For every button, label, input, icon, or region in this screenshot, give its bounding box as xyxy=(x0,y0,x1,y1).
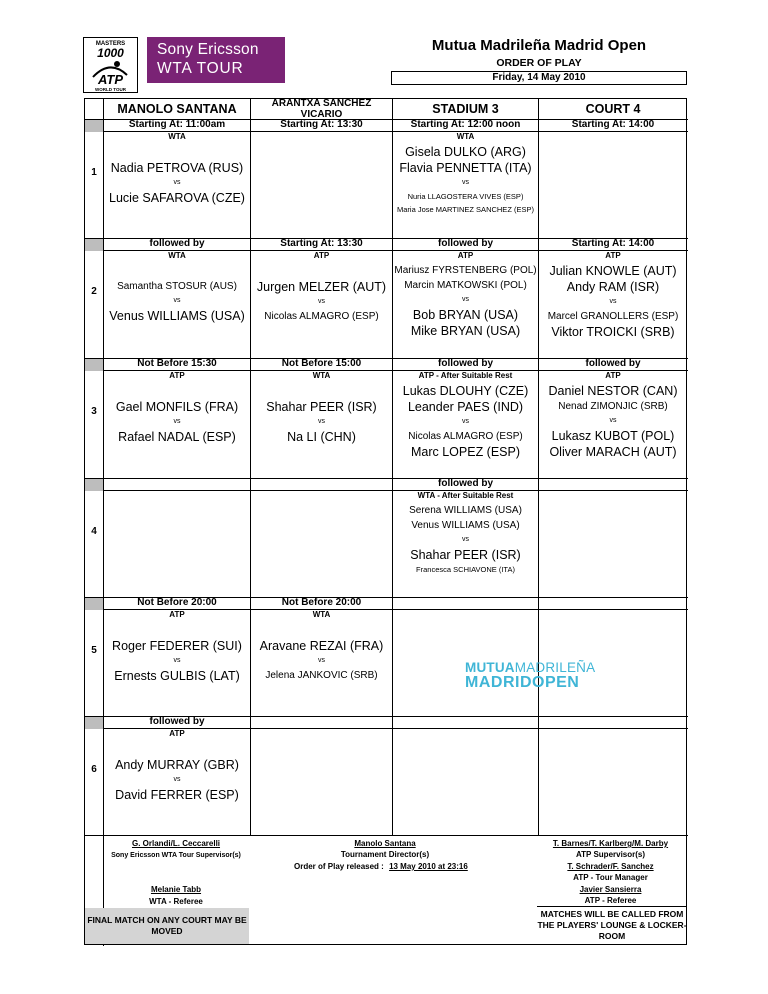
match-start-time: followed by xyxy=(438,238,493,249)
atp-referee-role: ATP - Referee xyxy=(584,896,637,905)
player-name: Francesca SCHIAVONE (ITA) xyxy=(416,565,515,574)
tour-tag: ATP xyxy=(169,610,185,619)
versus-label: vs xyxy=(462,296,469,303)
match-start-time xyxy=(393,716,538,728)
line-spacer xyxy=(104,383,250,399)
player-name: Maria Jose MARTINEZ SANCHEZ (ESP) xyxy=(397,205,534,214)
match-start-time: followed by xyxy=(438,358,493,369)
versus-label: vs xyxy=(173,418,181,425)
player-name: Lucie SAFAROVA (CZE) xyxy=(109,191,245,205)
row-marker xyxy=(85,120,103,132)
line-spacer xyxy=(104,741,250,757)
atp-text: ATP xyxy=(97,72,124,87)
atp-referee-name: Javier Sansierra xyxy=(579,885,642,894)
versus-label: vs xyxy=(609,298,617,305)
player-name: Marc LOPEZ (ESP) xyxy=(410,445,521,459)
match-start-time: followed by xyxy=(585,358,641,369)
line-spacer xyxy=(251,622,392,638)
atp-supervisor-names: T. Barnes/T. Karlberg/M. Darby xyxy=(552,839,669,848)
mutua-logo-bold: MUTUA xyxy=(465,660,515,675)
player-name: Gisela DULKO (ARG) xyxy=(405,145,526,159)
atp-masters-1000-logo xyxy=(83,37,138,93)
play-date: Friday, 14 May 2010 xyxy=(391,71,687,85)
versus-label: vs xyxy=(318,418,325,425)
tour-tag: WTA xyxy=(168,132,186,141)
line-spacer xyxy=(251,263,392,279)
tournament-director-role: Tournament Director(s) xyxy=(340,850,430,859)
player-name: Daniel NESTOR (CAN) xyxy=(548,384,678,398)
line-spacer xyxy=(251,383,392,399)
masters-text: MASTERS xyxy=(95,41,126,47)
matches-called-note-box xyxy=(537,906,687,944)
wta-supervisor-role: Sony Ericsson WTA Tour Supervisor(s) xyxy=(111,852,241,859)
versus-label: vs xyxy=(318,298,325,305)
match-cell xyxy=(251,478,392,597)
match-cell xyxy=(539,597,687,716)
match-cell xyxy=(251,119,392,238)
player-name: Nadia PETROVA (RUS) xyxy=(110,161,244,175)
player-name: Lukas DLOUHY (CZE) xyxy=(402,384,529,398)
player-name: Viktor TROICKI (SRB) xyxy=(551,325,675,339)
tour-tag: ATP xyxy=(605,251,621,260)
row-marker xyxy=(85,359,103,371)
row-divider xyxy=(85,835,688,836)
match-start-time xyxy=(251,716,392,728)
player-name: Samantha STOSUR (AUS) xyxy=(117,281,237,292)
wta-referee-name: Melanie Tabb xyxy=(150,885,202,894)
mutua-madrid-open-logo xyxy=(465,660,596,691)
player-name: Na LI (CHN) xyxy=(287,430,356,444)
player-name: Nuria LLAGOSTERA VIVES (ESP) xyxy=(407,192,524,201)
masters-number: 1000 xyxy=(97,46,124,60)
player-name: David FERRER (ESP) xyxy=(115,788,239,802)
row-marker xyxy=(85,479,103,491)
player-name: Roger FEDERER (SUI) xyxy=(112,639,242,653)
match-cell xyxy=(539,358,687,477)
atp-supervisor-role: ATP Supervisor(s) xyxy=(575,850,646,859)
row-number: 5 xyxy=(91,645,97,656)
mutua-logo-rest: MADRILEÑA xyxy=(514,660,596,675)
tour-tag: WTA xyxy=(456,132,475,141)
player-name: Shahar PEER (ISR) xyxy=(266,400,377,414)
tour-tag: WTA xyxy=(312,610,331,619)
match-cell xyxy=(104,478,250,597)
player-name: Marcin MATKOWSKI (POL) xyxy=(404,280,527,291)
match-cell xyxy=(393,597,538,716)
match-start-time: Not Before 20:00 xyxy=(137,597,217,608)
match-start-time xyxy=(104,478,250,490)
atp-tour-manager-role: ATP - Tour Manager xyxy=(573,873,648,882)
player-name: Flavia PENNETTA (ITA) xyxy=(399,161,532,175)
versus-label: vs xyxy=(173,657,181,664)
player-name: Andy MURRAY (GBR) xyxy=(115,758,239,772)
tour-tag: WTA xyxy=(312,371,331,380)
row-marker xyxy=(85,598,103,610)
row-number: 1 xyxy=(91,167,97,178)
line-spacer xyxy=(104,622,250,638)
tour-tag: ATP xyxy=(169,729,185,738)
wta-referee-role: WTA - Referee xyxy=(149,897,203,906)
player-name: Andy RAM (ISR) xyxy=(566,280,660,294)
player-name: Ernests GULBIS (LAT) xyxy=(114,669,240,683)
order-of-play-grid xyxy=(84,98,687,945)
match-cell xyxy=(539,238,687,357)
match-cell xyxy=(251,597,392,716)
match-cell xyxy=(539,716,687,835)
match-start-time: Not Before 15:00 xyxy=(281,358,362,369)
match-start-time xyxy=(539,478,687,490)
released-label: Order of Play released : xyxy=(294,862,384,871)
player-name: Jelena JANKOVIC (SRB) xyxy=(265,670,378,681)
match-cell xyxy=(251,716,392,835)
player-name: Serena WILLIAMS (USA) xyxy=(409,505,522,516)
order-of-play-title: ORDER OF PLAY xyxy=(496,57,582,69)
order-released xyxy=(294,861,494,872)
court-heading-arantxa-sanchez-vicario: ARANTXA SANCHEZ VICARIO xyxy=(271,98,372,120)
match-cell xyxy=(393,478,538,597)
player-name: Nicolas ALMAGRO (ESP) xyxy=(264,311,379,322)
versus-label: vs xyxy=(462,179,469,186)
row-number: 2 xyxy=(91,286,97,297)
match-cell xyxy=(104,238,250,357)
versus-label: vs xyxy=(173,179,181,186)
court-heading-stadium-3: STADIUM 3 xyxy=(432,102,499,116)
line-spacer xyxy=(104,263,250,279)
match-start-time: Starting At: 13:30 xyxy=(280,238,363,249)
player-name: Nenad ZIMONJIC (SRB) xyxy=(558,401,668,412)
versus-label: vs xyxy=(318,657,325,664)
match-start-time xyxy=(539,716,687,728)
match-cell xyxy=(539,478,687,597)
match-cell xyxy=(393,119,538,238)
tour-tag: ATP xyxy=(169,371,185,380)
player-name: Leander PAES (IND) xyxy=(407,400,524,414)
final-match-note-box xyxy=(85,908,249,944)
match-cell xyxy=(251,358,392,477)
player-name: Mariusz FYRSTENBERG (POL) xyxy=(394,265,537,276)
match-cell xyxy=(393,238,538,357)
match-cell xyxy=(251,238,392,357)
match-start-time: Starting At: 11:00am xyxy=(128,119,226,130)
match-start-time: Not Before 15:30 xyxy=(137,358,217,369)
versus-label: vs xyxy=(173,297,181,304)
match-cell xyxy=(104,119,250,238)
player-name: Mike BRYAN (USA) xyxy=(410,324,521,338)
versus-label: vs xyxy=(462,418,469,425)
world-tour-text: WORLD TOUR xyxy=(95,87,126,92)
player-name: Lukasz KUBOT (POL) xyxy=(551,429,675,443)
final-match-note: FINAL MATCH ON ANY COURT MAY BE MOVED xyxy=(87,915,247,936)
match-cell xyxy=(104,716,250,835)
player-name: Bob BRYAN (USA) xyxy=(412,308,519,322)
tournament-title: Mutua Madrileña Madrid Open xyxy=(431,37,647,54)
versus-label: vs xyxy=(173,776,181,783)
tour-tag: WTA xyxy=(168,251,186,260)
match-start-time: Starting At: 14:00 xyxy=(571,119,655,130)
player-name: Oliver MARACH (AUT) xyxy=(549,445,677,459)
match-cell xyxy=(539,119,687,238)
match-start-time: Starting At: 12:00 noon xyxy=(410,119,521,130)
versus-label: vs xyxy=(462,536,469,543)
tour-tag: ATP xyxy=(457,251,474,260)
mutua-logo-madrid-open: MADRIDOPEN xyxy=(465,674,580,691)
row-marker xyxy=(85,717,103,729)
tournament-director-name: Manolo Santana xyxy=(354,839,416,848)
released-value: 13 May 2010 at 23:16 xyxy=(389,862,468,871)
tour-tag: ATP xyxy=(313,251,330,260)
player-name: Julian KNOWLE (AUT) xyxy=(549,264,677,278)
row-number: 4 xyxy=(91,526,97,537)
match-cell xyxy=(393,716,538,835)
match-cell xyxy=(393,358,538,477)
match-start-time: Starting At: 14:00 xyxy=(571,238,655,249)
player-name: Gael MONFILS (FRA) xyxy=(115,400,239,414)
player-name: Jurgen MELZER (AUT) xyxy=(256,280,387,294)
sponsor-line2: WTA TOUR xyxy=(157,60,244,77)
tour-tag: ATP xyxy=(605,371,621,380)
player-name: Venus WILLIAMS (USA) xyxy=(411,520,520,531)
match-start-time xyxy=(539,597,687,609)
line-spacer xyxy=(104,144,250,160)
player-name: Nicolas ALMAGRO (ESP) xyxy=(408,431,523,442)
player-name: Venus WILLIAMS (USA) xyxy=(109,309,245,323)
match-start-time: followed by xyxy=(149,238,205,249)
wta-supervisor-names: G. Orlandi/L. Ceccarelli xyxy=(131,839,221,848)
tour-tag: WTA - After Suitable Rest xyxy=(417,491,514,500)
court-heading-court-4: COURT 4 xyxy=(585,102,641,116)
player-name: Aravane REZAI (FRA) xyxy=(259,639,384,653)
match-start-time: followed by xyxy=(438,478,493,489)
versus-label: vs xyxy=(609,417,617,424)
court-heading-manolo-santana: MANOLO SANTANA xyxy=(117,102,237,116)
matches-called-note: MATCHES WILL BE CALLED FROM THE PLAYERS' LOUNGE & LOCKER-ROOM xyxy=(537,909,687,941)
match-start-time: followed by xyxy=(149,716,205,727)
match-cell xyxy=(104,358,250,477)
sponsor-line1: Sony Ericsson xyxy=(157,41,259,58)
row-marker xyxy=(85,239,103,251)
row-number: 3 xyxy=(91,406,97,417)
match-cell xyxy=(104,597,250,716)
player-name: Rafael NADAL (ESP) xyxy=(118,430,236,444)
tour-tag: ATP - After Suitable Rest xyxy=(418,371,513,380)
match-start-time xyxy=(251,478,392,490)
player-name: Marcel GRANOLLERS (ESP) xyxy=(547,311,679,322)
sony-ericsson-wta-tour-logo xyxy=(147,37,285,83)
match-start-time: Not Before 20:00 xyxy=(281,597,362,608)
match-start-time xyxy=(393,597,538,609)
player-name: Shahar PEER (ISR) xyxy=(410,548,521,562)
match-start-time: Starting At: 13:30 xyxy=(280,119,363,130)
row-number: 6 xyxy=(91,764,97,775)
atp-tour-manager-names: T. Schrader/F. Sanchez xyxy=(567,862,654,871)
